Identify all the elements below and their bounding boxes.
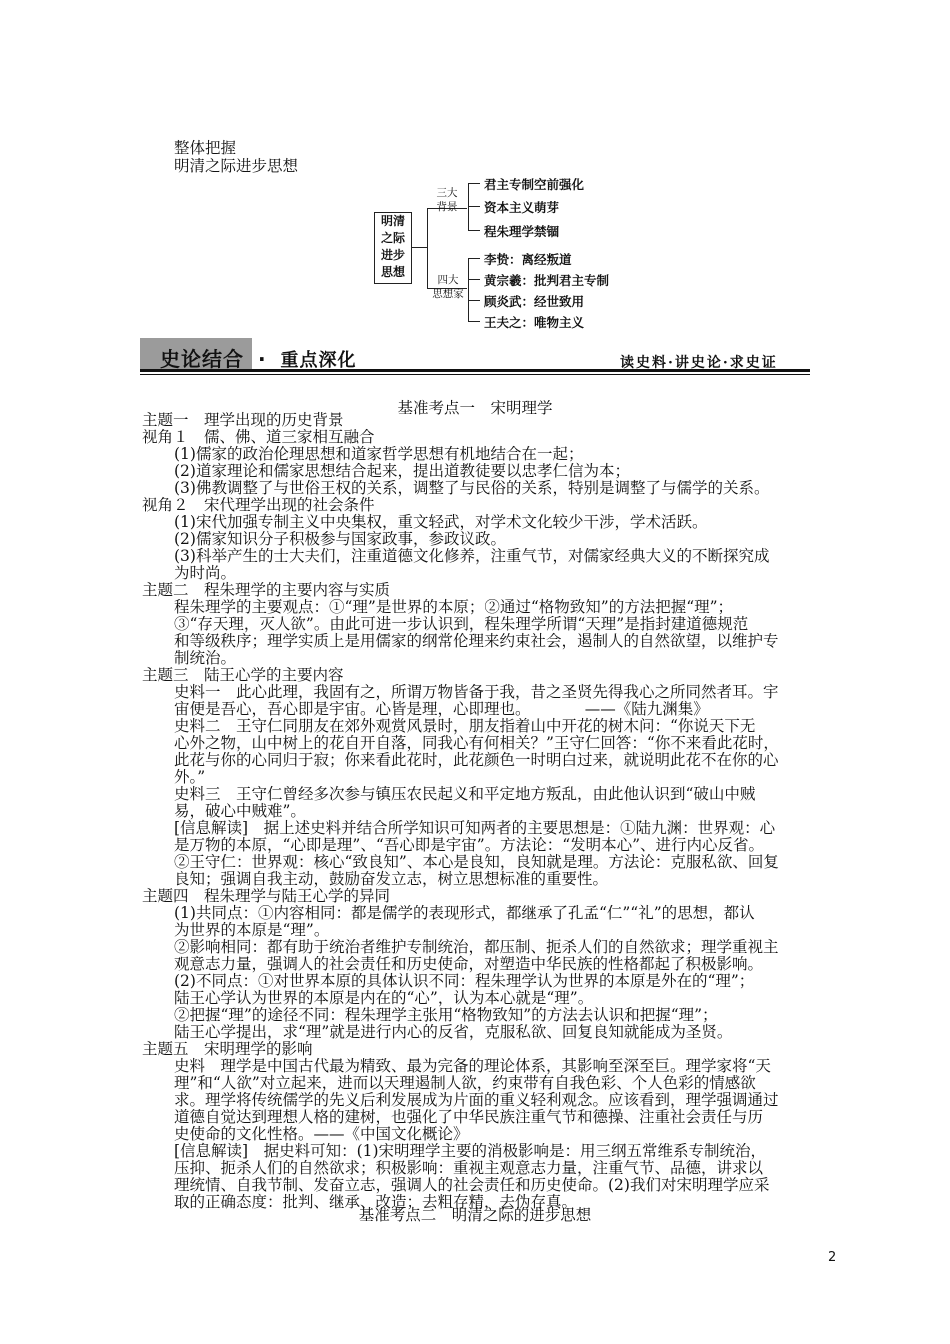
text-line: 主题五 宋明理学的影响 [142, 1040, 313, 1058]
text-line: (2)道家理论和儒家思想结合起来，提出道教徒要以忠孝仁信为本； [174, 462, 630, 480]
text-line: 道德自觉达到理想人格的建树，也强化了中华民族注重气节和德操、注重社会责任与历 [174, 1108, 764, 1126]
text-line: 视角２ 宋代理学出现的社会条件 [142, 496, 375, 514]
text-line: 宙便是吾心，吾心即是宇宙。心皆是理，心即理也。 ——《陆九渊集》 [174, 700, 709, 718]
text-line: (3)佛教调整了与世俗王权的关系，调整了与民俗的关系，特别是调整了与儒学的关系。 [174, 479, 770, 497]
background-item: 程朱理学禁锢 [484, 224, 560, 239]
text-line: 观意志力量，强调人的社会责任和历史使命，对塑造中华民族的性格都起了积极影响。 [174, 955, 764, 973]
text-line: 程朱理学的主要观点：①“理”是世界的本原；②通过“格物致知”的方法把握“理”； [174, 598, 734, 616]
text-line: 心外之物，山中树上的花自开自落，同我心有何相关？”王守仁回答：“你不来看此花时， [174, 734, 779, 752]
thinker-item: 王夫之：唯物主义 [484, 315, 585, 330]
text-line: 史料三 王守仁曾经多次参与镇压农民起义和平定地方叛乱，由此他认识到“破山中贼 [174, 785, 756, 803]
text-line: 此花与你的心同归于寂；你来看此花时，此花颜色一时明白过来，就说明此花不在你的心 [174, 751, 779, 769]
text-line: 史料二 王守仁同朋友在郊外观赏风景时，朋友指着山中开花的树木问：“你说天下无 [174, 717, 756, 735]
bracket-thinkers [468, 258, 469, 321]
text-line: 陆王心学提出，求“理”就是进行内心的反省，克服私欲、回复良知就能成为圣贤。 [174, 1023, 733, 1041]
text-line: 主题二 程朱理学的主要内容与实质 [142, 581, 391, 599]
banner-right-slogan: 读史料·讲史论·求史证 [620, 355, 778, 371]
page-number: 2 [828, 1250, 837, 1265]
text-line: (2)儒家知识分子积极参与国家政事，参政议政。 [174, 530, 506, 548]
text-line: (3)科举产生的士大夫们，注重道德文化修养，注重气节，对儒家经典大义的不断探究成 [174, 547, 770, 565]
text-line: 主题四 程朱理学与陆王心学的异同 [142, 887, 391, 905]
overview-subheading: 明清之际进步思想 [174, 157, 299, 175]
bracket-tick [468, 206, 480, 207]
bracket-tick [468, 300, 480, 301]
text-line: 和等级秩序；理学实质上是用儒家的纲常伦理来约束社会，遏制人的自然欲望，以维护专 [174, 632, 779, 650]
banner-subtitle: 重点深化 [280, 350, 357, 371]
text-line: 为世界的本原是“理”。 [174, 921, 330, 939]
text-line: 陆王心学认为世界的本原是内在的“心”，认为本心就是“理”。 [174, 989, 594, 1007]
text-line: (1)儒家的政治伦理思想和道家哲学思想有机地结合在一起； [174, 445, 584, 463]
text-line: ②把握“理”的途径不同：程朱理学主张用“格物致知”的方法去认识和把握“理”； [174, 1006, 718, 1024]
background-item: 君主专制空前强化 [484, 177, 585, 192]
text-line: [信息解读] 据上述史料并结合所学知识可知两者的主要思想是：①陆九渊：世界观：心 [174, 819, 776, 837]
text-line: ②王守仁：世界观：核心“致良知”、本心是良知，良知就是理。方法论：克服私欲、回复 [174, 853, 779, 871]
text-line: 取的正确态度：批判、继承、改造；去粗存精，去伪存真。 [174, 1193, 578, 1211]
thinker-item: 黄宗羲：批判君主专制 [484, 273, 610, 288]
text-line: (2)不同点：①对世界本原的具体认识不同：程朱理学认为世界的本原是外在的“理”； [174, 972, 755, 990]
text-line: 理统情、自我节制、发奋立志，强调人的社会责任和历史使命。(2)我们对宋明理学应采 [174, 1176, 770, 1194]
bracket-background [468, 183, 469, 231]
section1-title: 基准考点一 宋明理学 [397, 399, 553, 417]
diagram-root-box [374, 212, 412, 284]
bracket-tick [468, 321, 480, 322]
banner-dot: · [257, 347, 267, 371]
bracket-tick [468, 183, 480, 184]
root-line: 思想 [380, 265, 405, 279]
text-line: [信息解读] 据史料可知：(1)宋明理学主要的消极影响是：用三纲五常维系专制统治， [174, 1142, 767, 1160]
text-line: ②影响相同：都有助于统治者维护专制统治，都压制、扼杀人们的自然欲求；理学重视主 [174, 938, 779, 956]
text-line: 是万物的本原，“心即是理”、“吾心即是宇宙”。方法论：“发明本心”、进行内心反省。 [174, 836, 765, 854]
thinker-item: 顾炎武：经世致用 [484, 294, 585, 309]
bracket-tick [468, 230, 480, 231]
text-line: 理”和“人欲”对立起来，进而以天理遏制人欲，约束带有自我色彩、个人色彩的情感欲 [174, 1074, 756, 1092]
text-line: 良知；强调自我主动，鼓励奋发立志，树立思想标准的重要性。 [174, 870, 609, 888]
bracket-tick [468, 279, 480, 280]
text-line: ③“存天理，灭人欲”。由此可进一步认识到，程朱理学所谓“天理”是指封建道德规范 [174, 615, 749, 633]
text-line: 史使命的文化性格。——《中国文化概论》 [174, 1125, 469, 1143]
root-line: 进步 [380, 248, 405, 262]
banner-title: 史论结合 · 重点深化 [160, 347, 357, 371]
overview-heading: 整体把握 [174, 139, 237, 157]
background-item: 资本主义萌芽 [484, 200, 560, 215]
branch-label-background: 三大 背景 [436, 187, 458, 213]
root-line: 之际 [380, 231, 405, 245]
text-line: 制统治。 [174, 649, 237, 667]
text-line: 压抑、扼杀人们的自然欲求；积极影响：重视主观意志力量，注重气节、品德，讲求以 [174, 1159, 764, 1177]
section2-title: 基准考点二 明清之际的进步思想 [358, 1206, 592, 1224]
text-line: 求。理学将传统儒学的先义后利发展成为片面的重义轻利观念。应该看到，理学强调通过 [174, 1091, 779, 1109]
text-line: 主题一 理学出现的历史背景 [142, 411, 344, 429]
root-connector [411, 247, 427, 248]
text-line: 史料 理学是中国古代最为精致、最为完备的理论体系，其影响至深至巨。理学家将“天 [174, 1057, 771, 1075]
thinker-item: 李贽：离经叛道 [484, 252, 572, 267]
text-line: 为时尚。 [174, 564, 237, 582]
text-line: 外。” [174, 768, 206, 786]
root-line: 明清 [380, 214, 405, 228]
branch-label-thinkers: 四大 思想家 [432, 274, 464, 300]
banner-rule-thin [140, 374, 810, 375]
text-line: (1)共同点：①内容相同：都是儒学的表现形式，都继承了孔孟“仁”“礼”的思想，都认 [174, 904, 755, 922]
text-line: 主题三 陆王心学的主要内容 [142, 666, 344, 684]
text-line: 易，破心中贼难”。 [174, 802, 306, 820]
bracket-tick [468, 258, 480, 259]
text-line: (1)宋代加强专制主义中央集权，重文轻武，对学术文化较少干涉，学术活跃。 [174, 513, 708, 531]
text-line: 史料一 此心此理，我固有之，所谓万物皆备于我，昔之圣贤先得我心之所同然者耳。宇 [174, 683, 779, 701]
text-line: 视角１ 儒、佛、道三家相互融合 [142, 428, 375, 446]
